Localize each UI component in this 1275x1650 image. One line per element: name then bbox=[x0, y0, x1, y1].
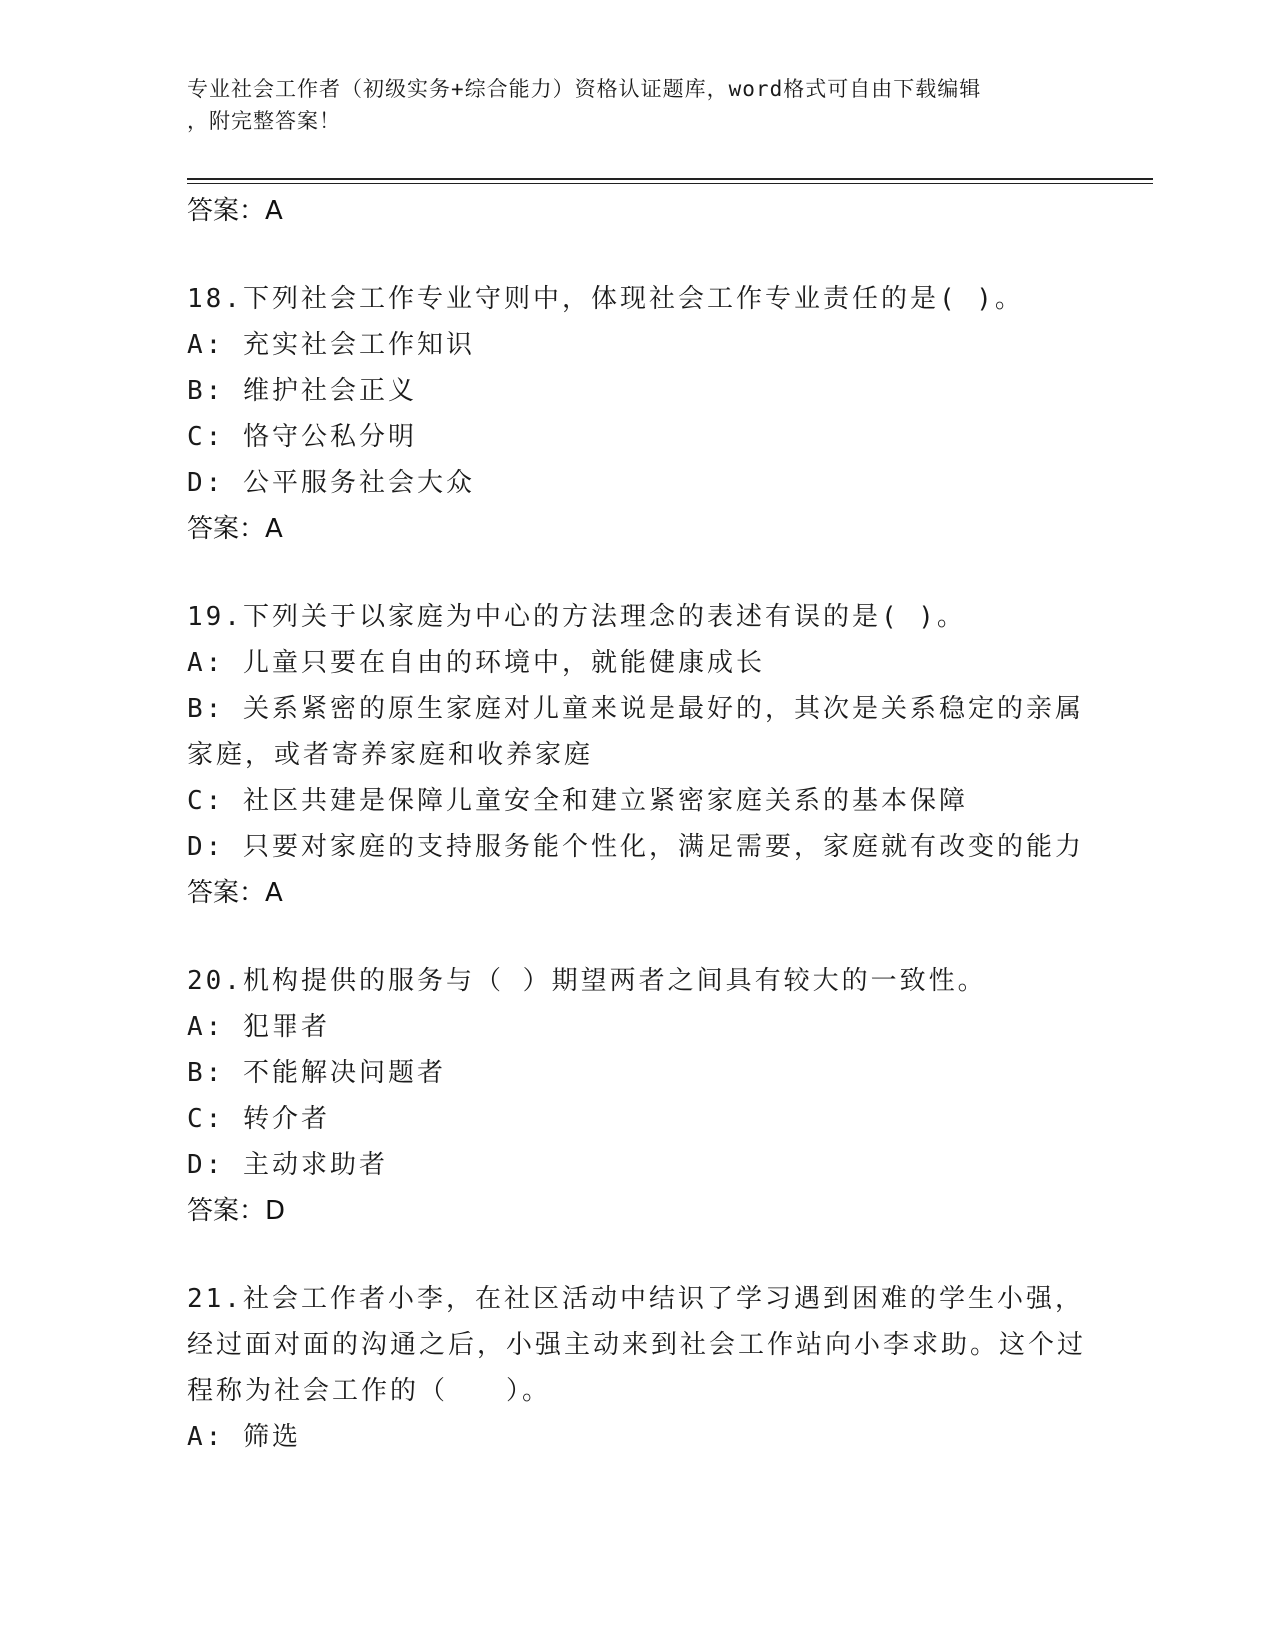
option-a: A: 充实社会工作知识 bbox=[187, 330, 475, 360]
option-a: A: 儿童只要在自由的环境中，就能健康成长 bbox=[187, 648, 765, 678]
question-text: 19.下列关于以家庭为中心的方法理念的表述有误的是( )。 bbox=[187, 602, 966, 632]
question-19 bbox=[187, 594, 1087, 916]
answer-line: 答案：A bbox=[187, 514, 283, 544]
option-c: C: 转介者 bbox=[187, 1104, 330, 1134]
option-d: D: 公平服务社会大众 bbox=[187, 468, 475, 498]
option-d: D: 主动求助者 bbox=[187, 1150, 388, 1180]
answer-line: 答案：D bbox=[187, 1196, 286, 1226]
question-18 bbox=[187, 276, 1087, 552]
document-body bbox=[187, 188, 1087, 1460]
option-b: B: 不能解决问题者 bbox=[187, 1058, 446, 1088]
page-header: 专业社会工作者（初级实务+综合能力）资格认证题库，word格式可自由下载编辑 ，附完整答案！ bbox=[187, 77, 982, 133]
header-rule bbox=[187, 178, 1153, 184]
option-a: A: 筛选 bbox=[187, 1422, 301, 1452]
question-text: 20.机构提供的服务与（ ）期望两者之间具有较大的一致性。 bbox=[187, 966, 987, 996]
question-text: 21.社会工作者小李，在社区活动中结识了学习遇到困难的学生小强，经过面对面的沟通之后，小强主动来到社会工作站向小李求助。这个过程称为社会工作的（ ）。 bbox=[187, 1284, 1087, 1406]
option-a: A: 犯罪者 bbox=[187, 1012, 330, 1042]
answer-line: 答案：A bbox=[187, 878, 283, 908]
option-c: C: 恪守公私分明 bbox=[187, 422, 417, 452]
question-20 bbox=[187, 958, 1087, 1234]
question-21 bbox=[187, 1276, 1087, 1460]
option-d: D: 只要对家庭的支持服务能个性化，满足需要，家庭就有改变的能力 bbox=[187, 832, 1084, 862]
option-c: C: 社区共建是保障儿童安全和建立紧密家庭关系的基本保障 bbox=[187, 786, 968, 816]
option-b: B: 维护社会正义 bbox=[187, 376, 417, 406]
option-b: B: 关系紧密的原生家庭对儿童来说是最好的，其次是关系稳定的亲属家庭，或者寄养家庭和收养家庭 bbox=[187, 694, 1084, 770]
question-text: 18.下列社会工作专业守则中，体现社会工作专业责任的是( )。 bbox=[187, 284, 1024, 314]
answer-line: 答案：A bbox=[187, 196, 283, 226]
